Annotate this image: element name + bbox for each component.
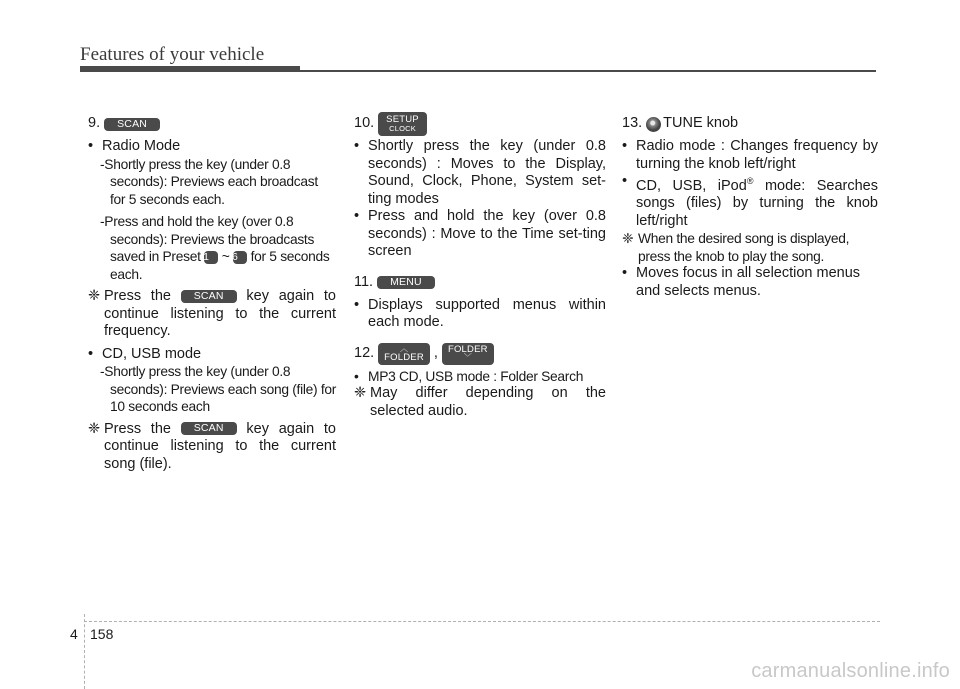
scan-key-icon: SCAN <box>181 290 237 303</box>
note-mark-icon: ❈ <box>354 385 367 401</box>
tune-note-text: When the desired song is displayed, press the knob to play the song. <box>638 231 850 264</box>
footer-vertical-divider <box>84 614 85 689</box>
column-scan <box>88 112 336 473</box>
item-number: 13. <box>622 115 643 132</box>
footer-divider <box>84 621 880 622</box>
tune-knob-label: TUNE knob <box>663 115 739 132</box>
item-13-heading <box>622 112 878 136</box>
radio-hold-text <box>98 213 336 283</box>
folder-comma: , <box>433 344 438 361</box>
menu-desc-bullet: • Displays supported menus within each mode. <box>354 297 606 332</box>
preset-tilde: ~ <box>221 249 230 264</box>
tune-cd-text-a: CD, USB, iPod <box>636 177 747 194</box>
note1-text-b: key again to continue listening to the current frequency. <box>104 288 336 339</box>
menu-key-icon: MENU <box>377 276 435 289</box>
tune-focus-bullet: • Moves focus in all selection menus and selects menus. <box>622 265 878 300</box>
clock-key-label: CLOCK <box>389 124 416 133</box>
setup-short-press-bullet: • Shortly press the key (under 0.8 seconds) : Moves to the Display, Sound, Clock, Phone, System set-ting modes <box>354 138 606 208</box>
setup-hold-bullet: • Press and hold the key (over 0.8 seconds) : Move to the Time set-ting screen <box>354 208 606 261</box>
header-bar-thin <box>300 70 876 72</box>
header-bar-thick <box>80 66 300 72</box>
folder-up-label: FOLDER <box>384 352 424 363</box>
note2-text-a: Press the <box>104 420 171 437</box>
setup-clock-key-icon <box>378 112 427 136</box>
radio-hold-text-b: for 5 seconds each. <box>110 249 330 282</box>
folder-down-key-icon: FOLDER ﹀ <box>442 343 494 365</box>
preset-6-key-icon: 6 <box>233 251 247 264</box>
column-setup-menu-folder <box>354 112 606 420</box>
item-number: 10. <box>354 115 375 132</box>
setup-key-label: SETUP <box>386 114 419 125</box>
tune-radio-bullet: • Radio mode : Changes frequency by turning the knob left/right <box>622 138 878 173</box>
note-mark-icon: ❈ <box>622 231 634 247</box>
item-number: 12. <box>354 344 375 361</box>
scan-key-icon: SCAN <box>104 118 160 131</box>
item-number: 9. <box>88 115 101 132</box>
scan-note-2 <box>88 421 336 474</box>
folder-up-key-icon: ︿ FOLDER <box>378 343 430 365</box>
preset-1-key-icon: 1 <box>204 251 218 264</box>
radio-hold-text-a: -Press and hold the key (over 0.8 seconds): Previews the broadcasts saved in Preset <box>100 214 315 264</box>
page-header-title: Features of your vehicle <box>80 44 265 65</box>
tune-cd-bullet <box>622 173 878 230</box>
page-number: 158 <box>90 626 114 642</box>
scan-key-icon: SCAN <box>181 422 237 435</box>
item-10-heading <box>354 112 606 136</box>
chapter-number: 4 <box>70 626 78 642</box>
registered-mark: ® <box>746 176 754 186</box>
folder-note-text: May differ depending on the selected audio. <box>370 385 606 419</box>
note-mark-icon: ❈ <box>88 420 101 437</box>
cd-usb-mode-bullet: • CD, USB mode <box>88 346 336 364</box>
note-mark-icon: ❈ <box>88 288 101 304</box>
watermark: carmanualsonline.info <box>751 660 950 682</box>
radio-short-press-text: -Shortly press the key (under 0.8 seconds): Previews each broadcast for 5 seconds each. <box>100 156 318 207</box>
item-11-heading <box>354 271 606 295</box>
note1-text-a: Press the <box>104 288 171 304</box>
tune-cd-text-b: mode: Searches songs (files) by turning the knob left/right <box>636 177 878 229</box>
tune-knob-icon <box>646 117 661 132</box>
radio-mode-bullet: • Radio Mode <box>88 138 336 156</box>
folder-down-label: FOLDER <box>447 344 488 355</box>
item-9-heading <box>88 112 336 136</box>
item-number: 11. <box>354 273 374 290</box>
folder-note <box>354 385 606 420</box>
item-12-heading <box>354 342 606 366</box>
scan-note-1 <box>88 288 336 341</box>
tune-note <box>622 230 878 265</box>
column-tune-knob <box>622 112 878 300</box>
folder-desc-bullet: • MP3 CD, USB mode : Folder Search <box>354 368 606 386</box>
cd-short-press-text: -Shortly press the key (under 0.8 seconds): Previews each song (file) for 10 seconds each <box>100 364 337 414</box>
note2-text-b: key again to continue listening to the current song (file). <box>104 420 336 472</box>
